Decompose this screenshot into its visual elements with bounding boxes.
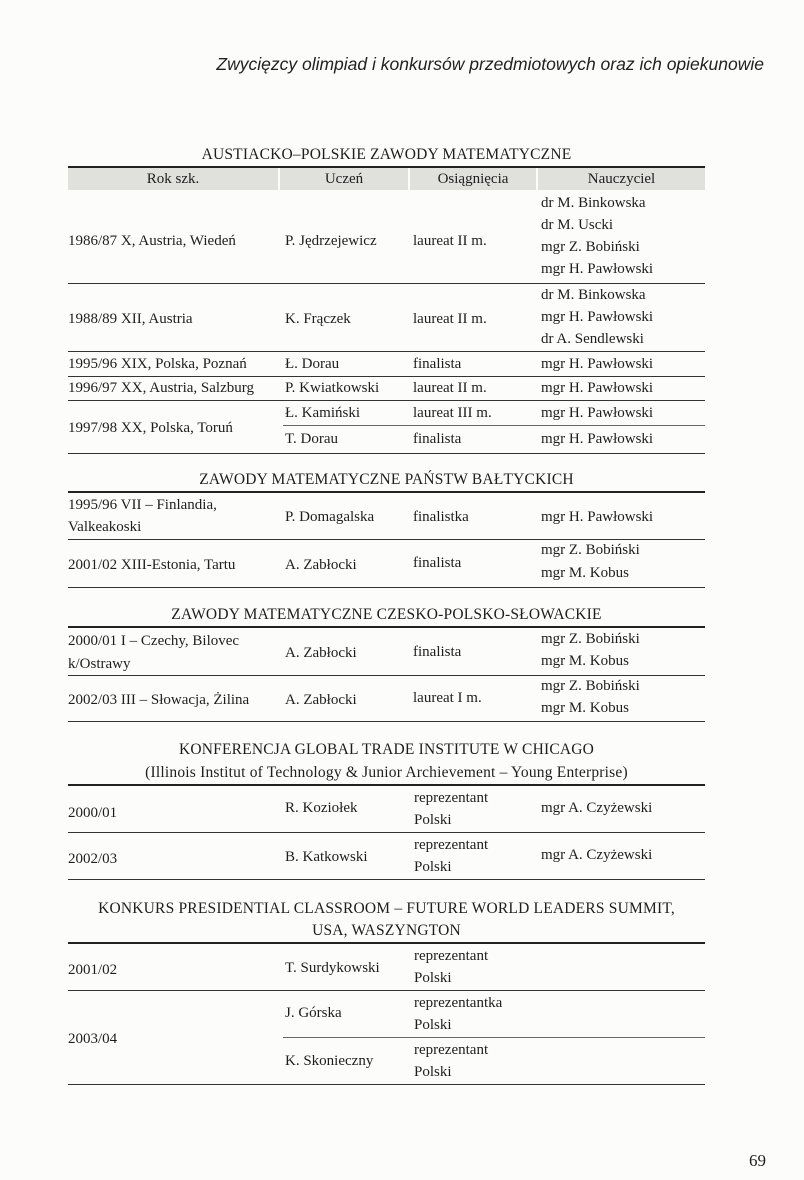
cell-student: Ł. Kamiński — [285, 405, 360, 421]
cell-year: 1995/96 XIX, Polska, Poznań — [68, 356, 247, 372]
cell-achievement: reprezentant — [414, 948, 489, 964]
cell-achievement: Polski — [414, 812, 452, 828]
divider — [68, 990, 705, 991]
cell-year: 2001/02 — [68, 962, 118, 978]
cell-achievement: finalista — [413, 555, 462, 571]
cell-teacher: dr A. Sendlewski — [541, 331, 644, 347]
table-header — [68, 168, 705, 190]
cell-achievement: finalista — [413, 431, 462, 447]
cell-teacher: mgr Z. Bobiński — [541, 239, 640, 255]
cell-achievement: Polski — [414, 859, 452, 875]
section-subtitle: USA, WASZYNGTON — [312, 922, 461, 939]
cell-teacher: mgr H. Pawłowski — [541, 356, 654, 372]
cell-student: A. Zabłocki — [285, 645, 357, 661]
running-head: Zwycięzcy olimpiad i konkursów przedmiotowych oraz ich opiekunowie — [216, 54, 764, 74]
cell-achievement: finalistka — [413, 509, 469, 525]
cell-achievement: finalista — [413, 644, 462, 660]
cell-year: 1997/98 XX, Polska, Toruń — [68, 420, 233, 436]
cell-year: 1986/87 X, Austria, Wiedeń — [68, 233, 236, 249]
cell-student: A. Zabłocki — [285, 557, 357, 573]
cell-year: 2003/04 — [68, 1031, 118, 1047]
cell-year: 2002/03 — [68, 851, 118, 867]
cell-student: Ł. Dorau — [285, 356, 340, 372]
cell-achievement: Polski — [414, 1017, 452, 1033]
divider — [68, 453, 705, 454]
cell-teacher: mgr M. Kobus — [541, 653, 629, 669]
section-title: KONKURS PRESIDENTIAL CLASSROOM – FUTURE WORLD LEADERS SUMMIT, — [98, 900, 675, 917]
cell-student: P. Jędrzejewicz — [285, 233, 377, 249]
cell-achievement: reprezentantka — [414, 995, 503, 1011]
cell-teacher: mgr H. Pawłowski — [541, 380, 654, 396]
cell-achievement: Polski — [414, 970, 452, 986]
cell-student: P. Domagalska — [285, 509, 375, 525]
cell-teacher: mgr H. Pawłowski — [541, 405, 654, 421]
cell-achievement: laureat II m. — [413, 311, 487, 327]
cell-achievement: reprezentant — [414, 790, 489, 806]
cell-achievement: Polski — [414, 1064, 452, 1080]
divider — [68, 587, 705, 588]
cell-year: 1995/96 VII – Finlandia, — [68, 497, 217, 513]
cell-achievement: laureat II m. — [413, 233, 487, 249]
cell-achievement: reprezentant — [414, 1042, 489, 1058]
divider — [68, 879, 705, 880]
cell-achievement: laureat I m. — [413, 690, 482, 706]
cell-student: K. Frączek — [285, 311, 351, 327]
cell-teacher: mgr M. Kobus — [541, 565, 629, 581]
cell-student: R. Koziołek — [285, 800, 358, 816]
cell-teacher: mgr A. Czyżewski — [541, 800, 653, 816]
cell-year: 2002/03 III – Słowacja, Żilina — [68, 692, 250, 708]
section-subtitle: (Illinois Institut of Technology & Junior Archievement – Young Enterprise) — [145, 764, 628, 781]
cell-year: 2001/02 XIII-Estonia, Tartu — [68, 557, 236, 573]
cell-student: B. Katkowski — [285, 849, 368, 865]
column-header-achievement: Osiągnięcia — [437, 171, 509, 187]
cell-achievement: laureat III m. — [413, 405, 492, 421]
cell-student: A. Zabłocki — [285, 692, 357, 708]
cell-year: Valkeakoski — [68, 519, 142, 535]
column-header-student: Uczeń — [324, 171, 364, 187]
page-number: 69 — [749, 1151, 766, 1170]
cell-student: T. Surdykowski — [285, 960, 380, 976]
divider — [68, 784, 705, 786]
cell-teacher: mgr H. Pawłowski — [541, 261, 654, 277]
section-title: AUSTIACKO–POLSKIE ZAWODY MATEMATYCZNE — [201, 146, 572, 163]
cell-year: k/Ostrawy — [68, 656, 131, 672]
cell-teacher: mgr A. Czyżewski — [541, 847, 653, 863]
cell-student: J. Górska — [285, 1005, 342, 1021]
cell-achievement: laureat II m. — [413, 380, 487, 396]
section-title: ZAWODY MATEMATYCZNE CZESKO-POLSKO-SŁOWACKIE — [171, 606, 602, 623]
divider — [283, 1037, 705, 1038]
divider — [68, 351, 705, 352]
column-header-year: Rok szk. — [146, 171, 200, 187]
column-header-teacher: Nauczyciel — [587, 171, 656, 187]
divider — [68, 491, 705, 493]
divider — [68, 721, 705, 722]
cell-teacher: mgr H. Pawłowski — [541, 431, 654, 447]
divider — [68, 1084, 705, 1085]
section-title: KONFERENCJA GLOBAL TRADE INSTITUTE W CHICAGO — [178, 741, 595, 758]
cell-teacher: dr M. Binkowska — [541, 287, 646, 303]
divider — [68, 832, 705, 833]
cell-year: 1996/97 XX, Austria, Salzburg — [68, 380, 254, 396]
cell-student: P. Kwiatkowski — [285, 380, 380, 396]
cell-year: 1988/89 XII, Austria — [68, 311, 193, 327]
section-title: ZAWODY MATEMATYCZNE PAŃSTW BAŁTYCKICH — [199, 471, 574, 488]
cell-teacher: dr M. Uscki — [541, 217, 614, 233]
cell-teacher: dr M. Binkowska — [541, 195, 646, 211]
cell-teacher: mgr Z. Bobiński — [541, 542, 640, 558]
cell-teacher: mgr M. Kobus — [541, 700, 629, 716]
divider — [68, 400, 705, 401]
cell-year: 2000/01 I – Czechy, Bilovec — [68, 633, 240, 649]
cell-teacher: mgr H. Pawłowski — [541, 309, 654, 325]
cell-student: T. Dorau — [285, 431, 339, 447]
cell-teacher: mgr Z. Bobiński — [541, 631, 640, 647]
divider — [283, 425, 705, 426]
cell-teacher: mgr Z. Bobiński — [541, 678, 640, 694]
cell-achievement: reprezentant — [414, 837, 489, 853]
cell-year: 2000/01 — [68, 805, 118, 821]
cell-student: K. Skonieczny — [285, 1053, 374, 1069]
cell-achievement: finalista — [413, 356, 462, 372]
divider — [68, 942, 705, 944]
cell-teacher: mgr H. Pawłowski — [541, 509, 654, 525]
